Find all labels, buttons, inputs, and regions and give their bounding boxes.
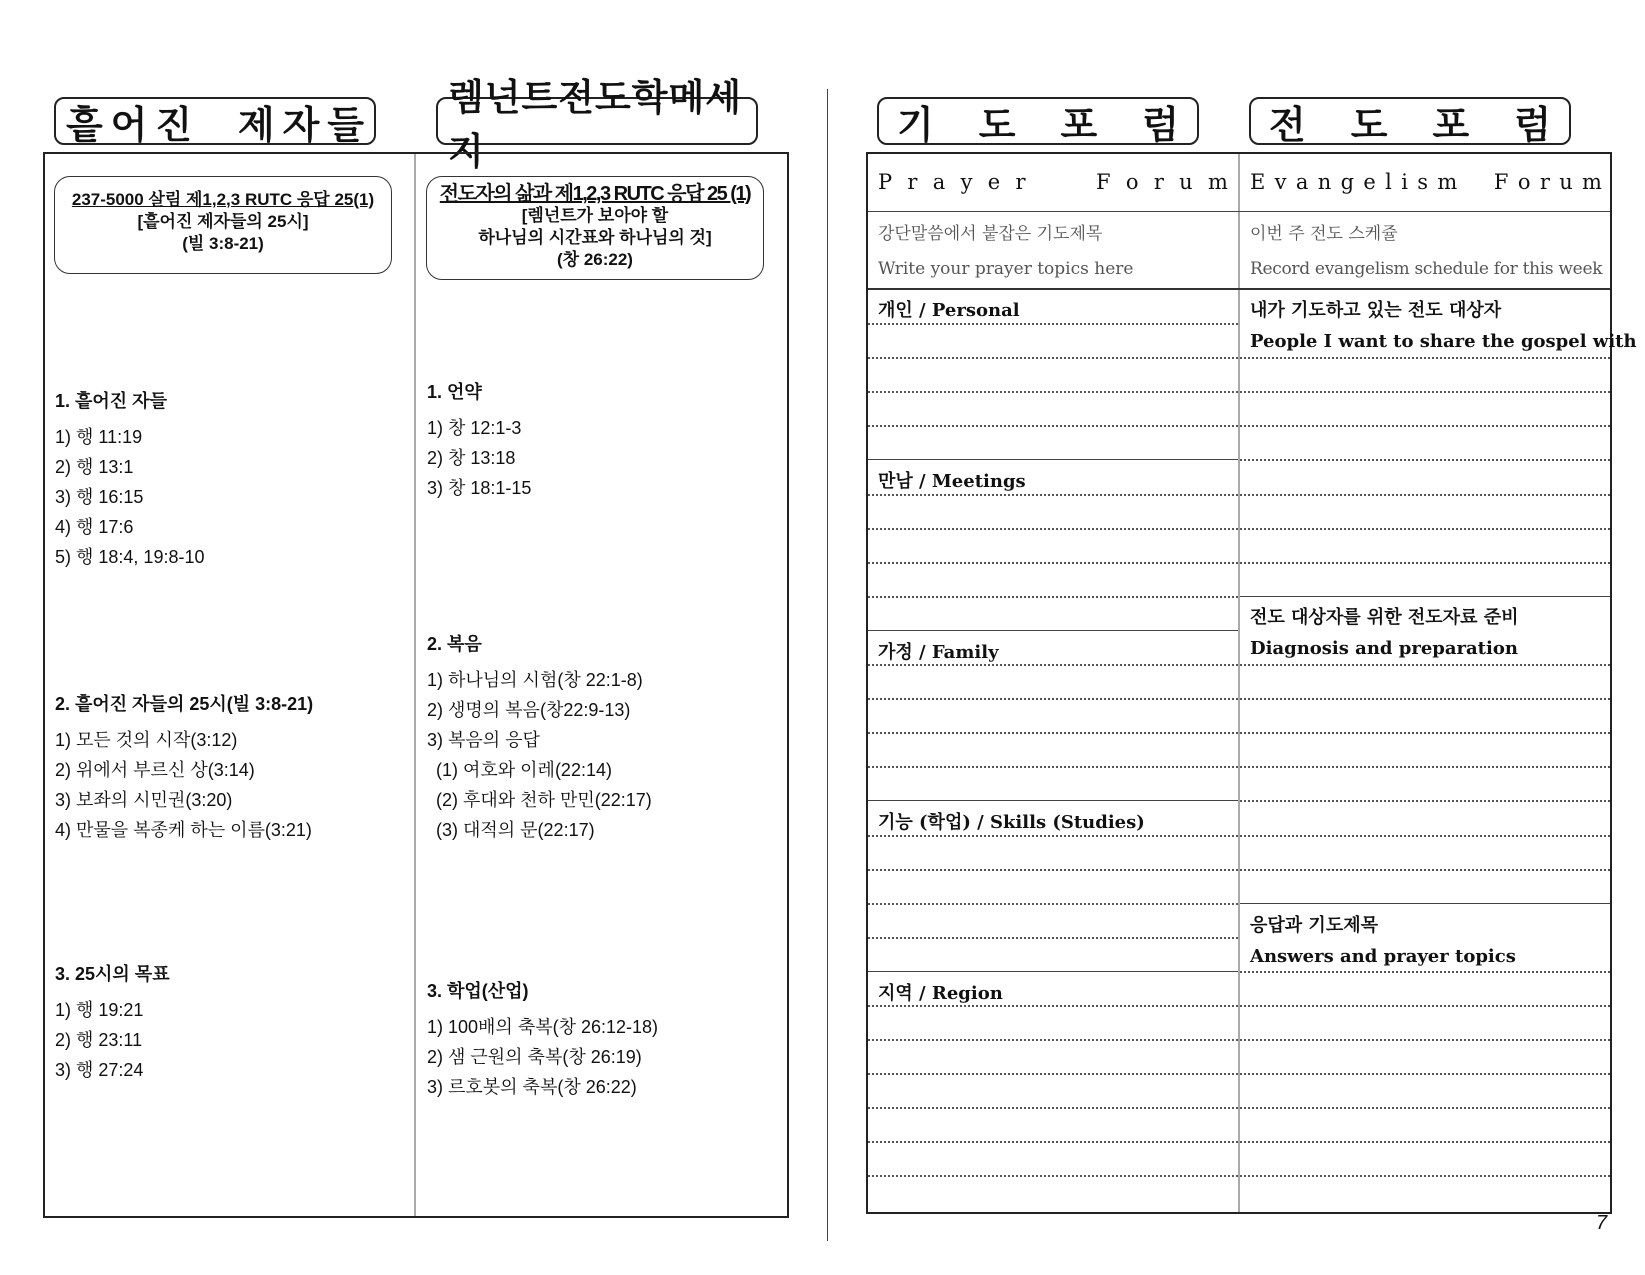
heading-char: E bbox=[1250, 170, 1266, 194]
heading-char: y bbox=[960, 170, 973, 194]
list-item: 3) 행 16:15 bbox=[55, 487, 144, 507]
list-item: 2) 위에서 부르신 상(3:14) bbox=[55, 760, 255, 780]
writing-line bbox=[868, 1039, 1238, 1041]
evangelism-section-preparation-ko: 전도 대상자를 위한 전도자료 준비 bbox=[1250, 607, 1519, 628]
heading-char: l bbox=[1385, 170, 1392, 194]
section-title: 2. 복음 bbox=[427, 634, 482, 654]
list-item: (2) 후대와 천하 만민(22:17) bbox=[436, 790, 652, 810]
list-item: (3) 대적의 문(22:17) bbox=[436, 820, 595, 840]
list-item: 1) 행 19:21 bbox=[55, 1000, 144, 1020]
writing-line bbox=[1240, 528, 1610, 530]
left-column-divider bbox=[414, 154, 416, 1216]
prayer-section-family: 가정 / Family bbox=[878, 642, 999, 663]
writing-line bbox=[1240, 1175, 1610, 1177]
col2-header-line3: 하나님의 시간표와 하나님의 것] bbox=[478, 228, 712, 247]
writing-line bbox=[868, 835, 1238, 837]
col1-header bbox=[54, 176, 392, 274]
heading-char: r bbox=[907, 170, 918, 194]
writing-line bbox=[1240, 391, 1610, 393]
page-divider bbox=[827, 89, 828, 1241]
evangelism-section-answers-ko: 응답과 기도제목 bbox=[1250, 915, 1378, 936]
prayer-sub-korean: 강단말씀에서 붙잡은 기도제목 bbox=[878, 224, 1103, 244]
section-title: 1. 흩어진 자들 bbox=[55, 391, 167, 411]
heading-char: F bbox=[1493, 170, 1509, 194]
list-item: 2) 행 13:1 bbox=[55, 457, 134, 477]
page-number: 7 bbox=[1596, 1212, 1608, 1234]
list-item: 1) 창 12:1-3 bbox=[427, 418, 522, 438]
col2-section-2 bbox=[427, 630, 652, 845]
writing-line bbox=[868, 425, 1238, 427]
section-rule bbox=[868, 971, 1238, 972]
section-rule bbox=[868, 800, 1238, 801]
list-item: 1) 행 11:19 bbox=[55, 427, 143, 447]
heading-char: a bbox=[932, 170, 946, 194]
heading-char: r bbox=[1539, 170, 1550, 194]
heading-char: u bbox=[1559, 170, 1573, 194]
heading-gap bbox=[1041, 170, 1081, 194]
writing-line bbox=[1240, 835, 1610, 837]
title-text: 렘넌트전도학메세지 bbox=[448, 77, 742, 172]
evangelism-section-targets-en: People I want to share the gospel with bbox=[1250, 331, 1637, 352]
writing-line bbox=[1240, 698, 1610, 700]
col2-header bbox=[426, 176, 764, 280]
writing-line bbox=[1240, 732, 1610, 734]
col1-header-line1: 237-5000 살림 제1,2,3 RUTC 응답 25(1) bbox=[71, 190, 375, 209]
heading-char: s bbox=[1417, 170, 1429, 194]
evangelism-sub-korean: 이번 주 전도 스케쥴 bbox=[1250, 224, 1398, 244]
list-item: 2) 행 23:11 bbox=[55, 1030, 143, 1050]
section-rule bbox=[1240, 903, 1610, 904]
col2-header-line4: (창 26:22) bbox=[557, 250, 633, 269]
evangelism-section-targets-ko: 내가 기도하고 있는 전도 대상자 bbox=[1250, 300, 1502, 321]
col2-header-line2: [렘넌트가 보아야 할 bbox=[521, 206, 669, 225]
section-title: 3. 학업(산업) bbox=[427, 981, 529, 1001]
title-char: 럼 bbox=[1514, 104, 1551, 147]
title-char: 도 bbox=[1350, 104, 1388, 147]
col1-section-3 bbox=[55, 960, 170, 1085]
title-char: 제 bbox=[237, 104, 275, 147]
writing-line bbox=[868, 1107, 1238, 1109]
section-rule bbox=[868, 630, 1238, 631]
heading-char: m bbox=[1582, 170, 1602, 194]
writing-line bbox=[1240, 1039, 1610, 1041]
writing-line bbox=[1240, 766, 1610, 768]
evangelism-forum-heading bbox=[1250, 170, 1602, 194]
writing-line bbox=[1240, 357, 1610, 359]
list-item: 2) 생명의 복음(창22:9-13) bbox=[427, 700, 631, 720]
writing-line bbox=[1240, 971, 1610, 973]
list-item: (1) 여호와 이레(22:14) bbox=[436, 760, 612, 780]
list-item: 3) 르호봇의 축복(창 26:22) bbox=[427, 1077, 637, 1097]
writing-line bbox=[868, 664, 1238, 666]
list-item: 2) 창 13:18 bbox=[427, 448, 516, 468]
heading-char: F bbox=[1096, 170, 1111, 194]
list-item: 3) 행 27:24 bbox=[55, 1060, 144, 1080]
writing-line bbox=[868, 494, 1238, 496]
title-char: 포 bbox=[1060, 104, 1098, 147]
writing-line bbox=[868, 869, 1238, 871]
evangelism-section-preparation-en: Diagnosis and preparation bbox=[1250, 638, 1518, 659]
col2-section-3 bbox=[427, 977, 658, 1102]
heading-char: v bbox=[1274, 170, 1287, 194]
col1-section-1 bbox=[55, 387, 204, 572]
prayer-sub-english: Write your prayer topics here bbox=[878, 259, 1134, 279]
list-item: 4) 행 17:6 bbox=[55, 517, 134, 537]
heading-char: g bbox=[1340, 170, 1355, 194]
subheading-rule bbox=[868, 288, 1610, 290]
writing-line bbox=[1240, 1005, 1610, 1007]
section-rule bbox=[868, 459, 1238, 460]
heading-char: i bbox=[1401, 170, 1408, 194]
heading-char: m bbox=[1437, 170, 1458, 194]
writing-line bbox=[868, 562, 1238, 564]
heading-char: e bbox=[987, 170, 1001, 194]
heading-char: n bbox=[1317, 170, 1332, 194]
heading-rule bbox=[868, 211, 1610, 212]
forum-column-divider bbox=[1238, 154, 1240, 1212]
writing-line bbox=[1240, 494, 1610, 496]
list-item: 1) 모든 것의 시작(3:12) bbox=[55, 730, 238, 750]
writing-line bbox=[1240, 869, 1610, 871]
heading-char: r bbox=[1153, 170, 1164, 194]
writing-line bbox=[868, 1175, 1238, 1177]
writing-line bbox=[1240, 1073, 1610, 1075]
col2-header-line1: 전도자의 삶과 제1,2,3 RUTC 응답 25 (1) bbox=[439, 183, 751, 205]
writing-line bbox=[868, 596, 1238, 598]
heading-char: r bbox=[1015, 170, 1026, 194]
heading-char: e bbox=[1363, 170, 1376, 194]
title-char: 도 bbox=[978, 104, 1016, 147]
title-char: 기 bbox=[897, 104, 934, 147]
section-title: 2. 흩어진 자들의 25시(빌 3:8-21) bbox=[55, 694, 314, 714]
list-item: 1) 100배의 축복(창 26:12-18) bbox=[427, 1017, 659, 1037]
col1-section-2 bbox=[55, 690, 313, 845]
title-prayer-forum bbox=[877, 97, 1199, 145]
list-item: 3) 보좌의 시민권(3:20) bbox=[55, 790, 233, 810]
list-item: 4) 만물을 복종케 하는 이름(3:21) bbox=[55, 820, 312, 840]
prayer-forum-heading bbox=[878, 170, 1228, 194]
writing-line bbox=[868, 698, 1238, 700]
writing-line bbox=[1240, 800, 1610, 802]
list-item: 3) 창 18:1-15 bbox=[427, 478, 532, 498]
title-scattered-disciples bbox=[54, 97, 376, 145]
heading-char: u bbox=[1179, 170, 1193, 194]
writing-line bbox=[1240, 1141, 1610, 1143]
list-item: 1) 하나님의 시험(창 22:1-8) bbox=[427, 670, 643, 690]
title-evangelism-forum bbox=[1249, 97, 1571, 145]
writing-line bbox=[1240, 459, 1610, 461]
title-remnant-message bbox=[436, 77, 758, 172]
prayer-section-personal: 개인 / Personal bbox=[878, 300, 1020, 321]
title-char: 포 bbox=[1432, 104, 1470, 147]
writing-line bbox=[868, 1073, 1238, 1075]
writing-line bbox=[868, 732, 1238, 734]
writing-line bbox=[1240, 664, 1610, 666]
list-item: 5) 행 18:4, 19:8-10 bbox=[55, 547, 205, 567]
heading-char: m bbox=[1207, 170, 1228, 194]
writing-line bbox=[1240, 1107, 1610, 1109]
title-char: 흩 bbox=[66, 104, 103, 147]
writing-line bbox=[868, 528, 1238, 530]
writing-line bbox=[868, 937, 1238, 939]
heading-char: o bbox=[1125, 170, 1139, 194]
writing-line bbox=[1240, 562, 1610, 564]
title-char: 어 bbox=[110, 104, 148, 147]
heading-char: P bbox=[878, 170, 893, 194]
prayer-section-region: 지역 / Region bbox=[878, 983, 1003, 1004]
list-item: 3) 복음의 응답 bbox=[427, 730, 540, 750]
writing-line bbox=[868, 1141, 1238, 1143]
col2-section-1 bbox=[427, 378, 531, 503]
col1-header-line2: [흩어진 제자들의 25시] bbox=[137, 212, 309, 231]
title-char: 진 bbox=[155, 104, 193, 147]
col1-header-line3: (빌 3:8-21) bbox=[182, 234, 264, 253]
title-char: 들 bbox=[327, 104, 364, 147]
title-char: 자 bbox=[282, 104, 320, 147]
section-title: 1. 언약 bbox=[427, 382, 482, 402]
writing-line bbox=[868, 391, 1238, 393]
heading-char: o bbox=[1517, 170, 1531, 194]
writing-line bbox=[868, 766, 1238, 768]
prayer-section-meetings: 만남 / Meetings bbox=[878, 471, 1026, 492]
evangelism-section-answers-en: Answers and prayer topics bbox=[1250, 946, 1516, 967]
section-rule bbox=[1240, 596, 1610, 597]
section-title: 3. 25시의 목표 bbox=[55, 964, 170, 984]
list-item: 2) 샘 근원의 축복(창 26:19) bbox=[427, 1047, 642, 1067]
heading-gap bbox=[1467, 170, 1485, 194]
evangelism-sub-english: Record evangelism schedule for this week bbox=[1250, 259, 1603, 279]
writing-line bbox=[868, 323, 1238, 325]
writing-line bbox=[868, 1005, 1238, 1007]
title-char: 럼 bbox=[1142, 104, 1179, 147]
prayer-section-skills: 기능 (학업) / Skills (Studies) bbox=[878, 812, 1145, 833]
writing-line bbox=[1240, 425, 1610, 427]
writing-line bbox=[868, 903, 1238, 905]
title-char: 전 bbox=[1269, 104, 1306, 147]
heading-char: a bbox=[1295, 170, 1309, 194]
writing-line bbox=[868, 357, 1238, 359]
